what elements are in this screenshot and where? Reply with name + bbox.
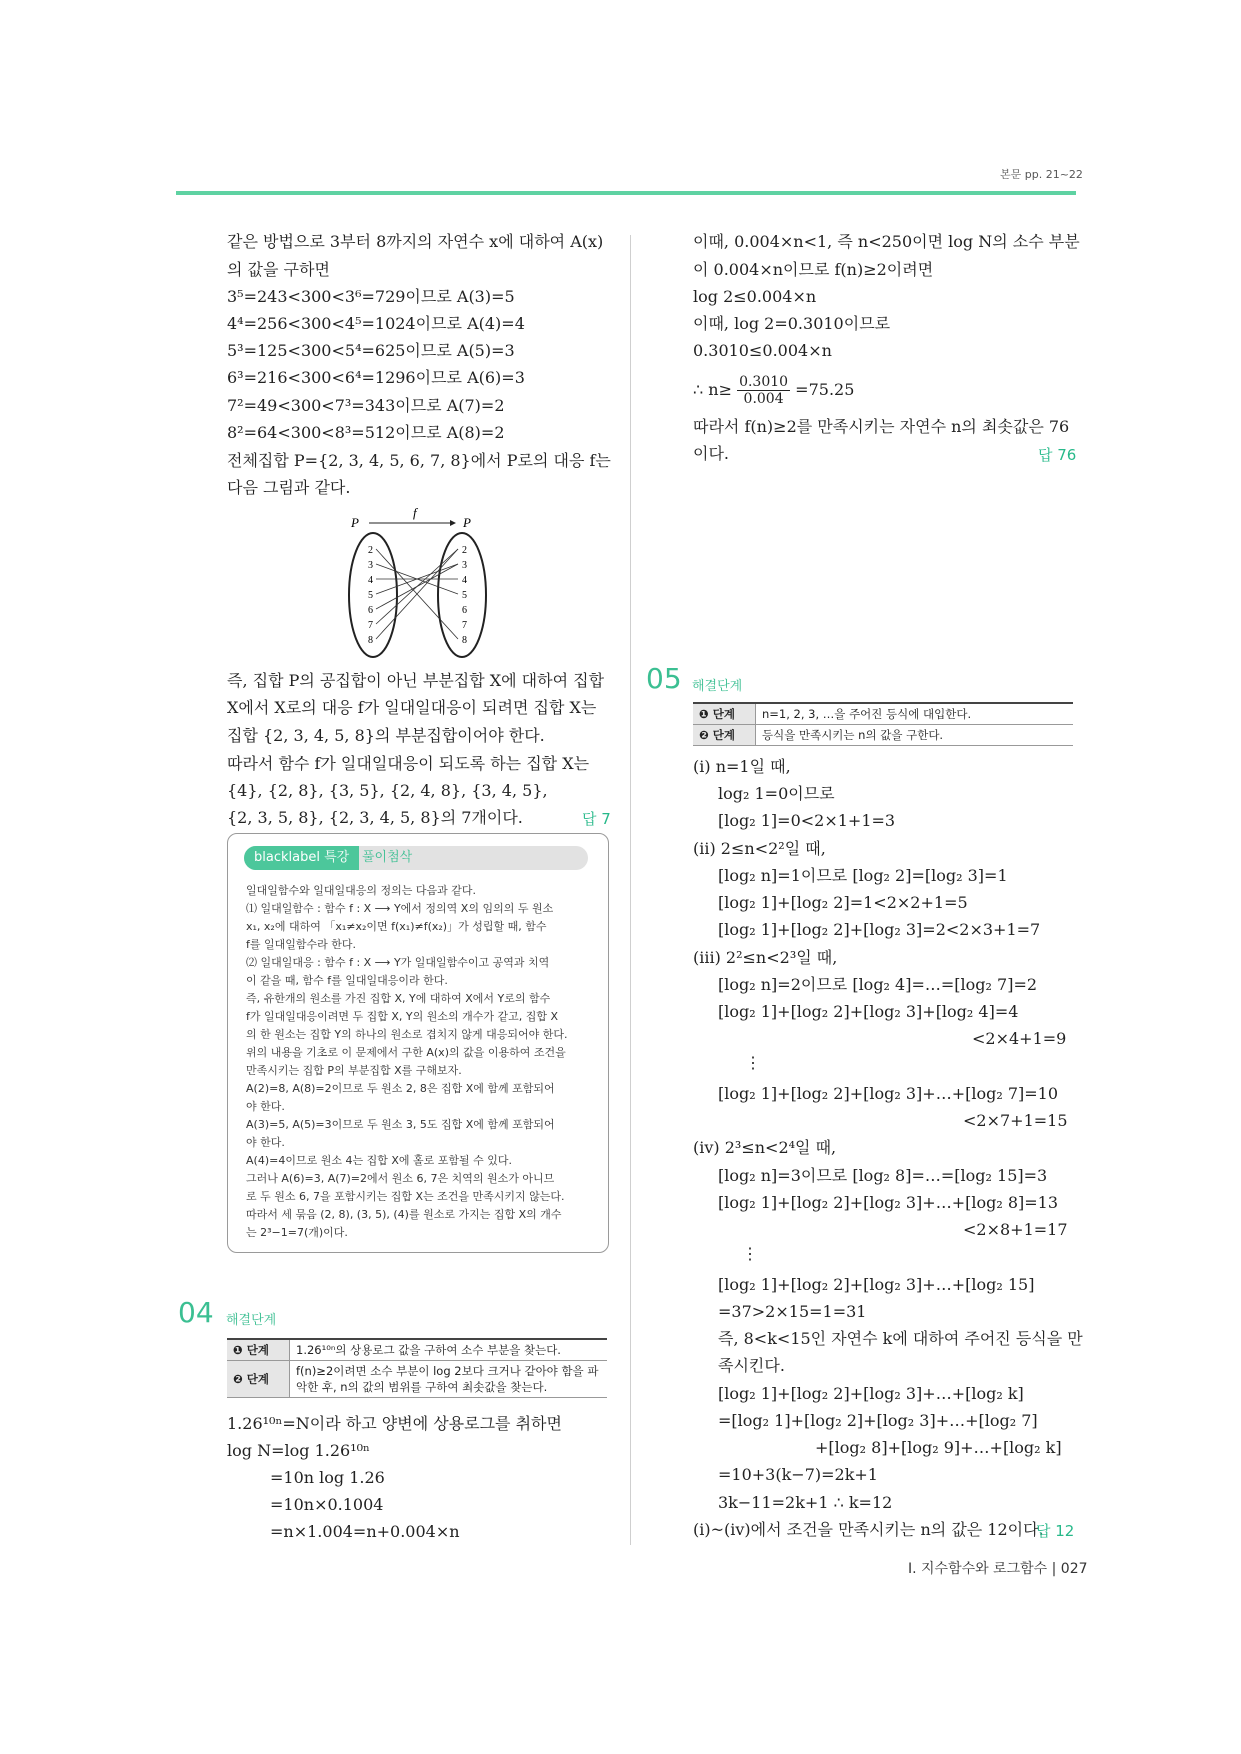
text-line: 이다.	[693, 444, 729, 463]
text-line: log N=log 1.26¹⁰ⁿ	[227, 1441, 370, 1460]
callout-line: 따라서 세 묶음 (2, 8), (3, 5), (4)를 원소로 가지는 집합 X의 개수	[246, 1208, 562, 1221]
text-line: =37>2×15=1=31	[718, 1302, 867, 1321]
text-line: 의 값을 구하면	[227, 260, 330, 279]
text-line: <2×8+1=17	[963, 1220, 1068, 1239]
callout-line: 의 한 원소는 집합 Y의 하나의 원소로 겹치지 않게 대응되어야 한다.	[246, 1028, 568, 1041]
fraction-suffix: =75.25	[795, 380, 855, 399]
text-line: 같은 방법으로 3부터 8까지의 자연수 x에 대하여 A(x)	[227, 232, 604, 251]
codomain-element: 7	[462, 620, 467, 631]
callout-line: ⑵ 일대일대응 : 함수 f : X ⟶ Y가 일대일함수이고 공역과 치역	[246, 956, 550, 969]
text-line: 1.26¹⁰ⁿ=N이라 하고 양변에 상용로그를 취하면	[227, 1414, 562, 1433]
header-rule	[176, 191, 1076, 195]
domain-ellipse	[349, 533, 397, 657]
callout-line: 일대일함수와 일대일대응의 정의는 다음과 같다.	[246, 884, 477, 897]
fraction-numerator: 0.3010	[739, 374, 789, 390]
callout-tag: blacklabel 특강	[244, 846, 359, 870]
callout-line: x₁, x₂에 대하여 「x₁≠x₂이면 f(x₁)≠f(x₂)」가 성립할 때, 함수	[246, 920, 547, 933]
codomain-element: 2	[462, 545, 467, 556]
callout-header	[244, 846, 588, 870]
text-line: 3k−11=2k+1 ∴ k=12	[718, 1493, 893, 1512]
callout-line: A(2)=8, A(8)=2이므로 두 원소 2, 8은 집합 X에 함께 포함되어	[246, 1082, 555, 1095]
text-line: =10n log 1.26	[270, 1468, 385, 1487]
text-line: 4⁴=256<300<4⁵=1024이므로 A(4)=4	[227, 314, 525, 333]
text-line: {2, 3, 5, 8}, {2, 3, 4, 5, 8}의 7개이다.	[227, 808, 523, 827]
column-divider	[630, 235, 631, 1545]
steps-table	[693, 702, 1073, 746]
codomain-element: 4	[462, 575, 467, 586]
text-line: 6³=216<300<6⁴=1296이므로 A(6)=3	[227, 368, 525, 387]
callout-line: 는 2³−1=7(개)이다.	[246, 1226, 348, 1239]
text-line: [log₂ 1]+[log₂ 2]+[log₂ 3]=2<2×3+1=7	[718, 920, 1041, 939]
text-line: [log₂ 1]=0<2×1+1=3	[718, 811, 896, 830]
fraction	[737, 374, 790, 407]
text-line: log 2≤0.004×n	[693, 287, 817, 306]
callout-line: 이 같을 때, 함수 f를 일대일대응이라 한다.	[246, 974, 448, 987]
text-line: =10+3(k−7)=2k+1	[718, 1465, 878, 1484]
callout-line: 그러나 A(6)=3, A(7)=2에서 원소 6, 7은 치역의 원소가 아니므	[246, 1172, 555, 1185]
mapping-arrow	[376, 549, 458, 624]
domain-element: 3	[368, 560, 373, 571]
fraction-denominator: 0.004	[743, 391, 784, 407]
domain-element: 8	[368, 635, 373, 646]
domain-element: 7	[368, 620, 373, 631]
step-text: n=1, 2, 3, …을 주어진 등식에 대입한다.	[756, 703, 1074, 725]
step-text: 등식을 만족시키는 n의 값을 구한다.	[756, 725, 1074, 746]
callout-line: 야 한다.	[246, 1136, 285, 1149]
text-line: (i)~(iv)에서 조건을 만족시키는 n의 값은 12이다.	[693, 1520, 1044, 1539]
set-label-right: P	[463, 515, 471, 530]
text-line: 8²=64<300<8³=512이므로 A(8)=2	[227, 423, 505, 442]
domain-element: 5	[368, 590, 373, 601]
steps-table	[227, 1338, 607, 1398]
text-line: <2×4+1=9	[972, 1029, 1067, 1048]
section-title: 해결단계	[692, 679, 743, 694]
page-footer: Ⅰ. 지수함수와 로그함수 | 027	[908, 1561, 1088, 1577]
text-line: 집합 {2, 3, 4, 5, 8}의 부분집합이어야 한다.	[227, 726, 545, 745]
text-line: [log₂ 1]+[log₂ 2]=1<2×2+1=5	[718, 893, 968, 912]
callout-line: 위의 내용을 기초로 이 문제에서 구한 A(x)의 값을 이용하여 조건을	[246, 1046, 566, 1059]
text-line: 이 0.004×n이므로 f(n)≥2이려면	[693, 260, 934, 279]
text-line: (i) n=1일 때,	[693, 757, 791, 776]
step-label: ❶ 단계	[693, 703, 756, 725]
text-line: [log₂ 1]+[log₂ 2]+[log₂ 3]+…+[log₂ k]	[718, 1384, 1024, 1403]
callout-line: A(4)=4이므로 원소 4는 집합 X에 홀로 포함될 수 있다.	[246, 1154, 512, 1167]
text-line: [log₂ 1]+[log₂ 2]+[log₂ 3]+…+[log₂ 7]=10	[718, 1084, 1059, 1103]
page-reference: 본문 pp. 21~22	[1000, 168, 1083, 181]
text-line: (iii) 2²≤n<2³일 때,	[693, 948, 838, 967]
text-line: 이때, log 2=0.3010이므로	[693, 314, 891, 333]
callout-line: 로 두 원소 6, 7을 포함시키는 집합 X는 조건을 만족시키지 않는다.	[246, 1190, 565, 1203]
codomain-element: 6	[462, 605, 467, 616]
text-line: X에서 X로의 대응 f가 일대일대응이 되려면 집합 X는	[227, 698, 597, 717]
callout-line: A(3)=5, A(5)=3이므로 두 원소 3, 5도 집합 X에 함께 포함되어	[246, 1118, 555, 1131]
text-line: =10n×0.1004	[270, 1495, 384, 1514]
fraction-prefix: ∴ n≥	[693, 380, 732, 399]
text-line: {4}, {2, 8}, {3, 5}, {2, 4, 8}, {3, 4, 5},	[227, 781, 548, 800]
step-text: f(n)≥2이려면 소수 부분이 log 2보다 크거나 같아야 함을 파악한 후, n의 값의 범위를 구하여 최솟값을 찾는다.	[290, 1361, 608, 1398]
vertical-ellipsis: ⋮	[745, 1053, 761, 1072]
text-line: [log₂ n]=2이므로 [log₂ 4]=…=[log₂ 7]=2	[718, 975, 1038, 994]
domain-element: 4	[368, 575, 373, 586]
callout-box	[227, 833, 609, 1253]
text-line: 5³=125<300<5⁴=625이므로 A(5)=3	[227, 341, 515, 360]
vertical-ellipsis: ⋮	[742, 1244, 758, 1263]
text-line: [log₂ 1]+[log₂ 2]+[log₂ 3]+…+[log₂ 8]=13	[718, 1193, 1059, 1212]
text-line: +[log₂ 8]+[log₂ 9]+…+[log₂ k]	[815, 1438, 1062, 1457]
section-number: 05	[646, 662, 682, 695]
answer-label: 답 76	[1038, 446, 1077, 464]
text-line: =[log₂ 1]+[log₂ 2]+[log₂ 3]+…+[log₂ 7]	[718, 1411, 1038, 1430]
codomain-element: 8	[462, 635, 467, 646]
text-line: 다음 그림과 같다.	[227, 478, 351, 497]
step-text: 1.26¹⁰ⁿ의 상용로그 값을 구하여 소수 부분을 찾는다.	[290, 1339, 608, 1361]
domain-element: 6	[368, 605, 373, 616]
text-line: <2×7+1=15	[963, 1111, 1068, 1130]
text-line: 0.3010≤0.004×n	[693, 341, 832, 360]
set-label-left: P	[351, 515, 359, 530]
text-line: 즉, 집합 P의 공집합이 아닌 부분집합 X에 대하여 집합	[227, 671, 605, 690]
domain-element: 2	[368, 545, 373, 556]
text-line: 전체집합 P={2, 3, 4, 5, 6, 7, 8}에서 P로의 대응 f는	[227, 451, 611, 470]
text-line: 족시킨다.	[718, 1356, 785, 1375]
fraction-line	[693, 372, 854, 408]
text-line: 이때, 0.004×n<1, 즉 n<250이면 log N의 소수 부분	[693, 232, 1080, 251]
callout-line: f가 일대일대응이려면 두 집합 X, Y의 원소의 개수가 같고, 집합 X	[246, 1010, 559, 1023]
text-line: 7²=49<300<7³=343이므로 A(7)=2	[227, 396, 505, 415]
callout-subtitle: 풀이첨삭	[362, 850, 413, 865]
answer-label: 답 7	[582, 810, 611, 828]
map-label: f	[413, 505, 417, 520]
callout-line: 야 한다.	[246, 1100, 285, 1113]
text-line: [log₂ n]=1이므로 [log₂ 2]=[log₂ 3]=1	[718, 866, 1008, 885]
text-line: 따라서 f(n)≥2를 만족시키는 자연수 n의 최솟값은 76	[693, 417, 1070, 436]
text-line: =n×1.004=n+0.004×n	[270, 1522, 460, 1541]
answer-label: 답 12	[1036, 1522, 1075, 1540]
step-label: ❶ 단계	[227, 1339, 290, 1361]
text-line: [log₂ 1]+[log₂ 2]+[log₂ 3]+…+[log₂ 15]	[718, 1275, 1035, 1294]
step-label: ❷ 단계	[693, 725, 756, 746]
text-line: [log₂ n]=3이므로 [log₂ 8]=…=[log₂ 15]=3	[718, 1166, 1048, 1185]
section-number: 04	[178, 1296, 214, 1329]
codomain-element: 3	[462, 560, 467, 571]
callout-line: f를 일대일함수라 한다.	[246, 938, 356, 951]
callout-line: 즉, 유한개의 원소를 가진 집합 X, Y에 대하여 X에서 Y로의 함수	[246, 992, 551, 1005]
codomain-element: 5	[462, 590, 467, 601]
section-title: 해결단계	[226, 1313, 277, 1328]
text-line: 즉, 8<k<15인 자연수 k에 대하여 주어진 등식을 만	[718, 1329, 1083, 1348]
text-line: 3⁵=243<300<3⁶=729이므로 A(3)=5	[227, 287, 515, 306]
text-line: 따라서 함수 f가 일대일대응이 되도록 하는 집합 X는	[227, 754, 590, 773]
text-line: [log₂ 1]+[log₂ 2]+[log₂ 3]+[log₂ 4]=4	[718, 1002, 1019, 1021]
text-line: log₂ 1=0이므로	[718, 784, 835, 803]
text-line: (ii) 2≤n<2²일 때,	[693, 839, 826, 858]
step-label: ❷ 단계	[227, 1361, 290, 1398]
text-line: (iv) 2³≤n<2⁴일 때,	[693, 1138, 837, 1157]
mapping-diagram	[345, 505, 495, 665]
callout-line: 만족시키는 집합 P의 부분집합 X를 구해보자.	[246, 1064, 462, 1077]
callout-line: ⑴ 일대일함수 : 함수 f : X ⟶ Y에서 정의역 X의 임의의 두 원소	[246, 902, 554, 915]
